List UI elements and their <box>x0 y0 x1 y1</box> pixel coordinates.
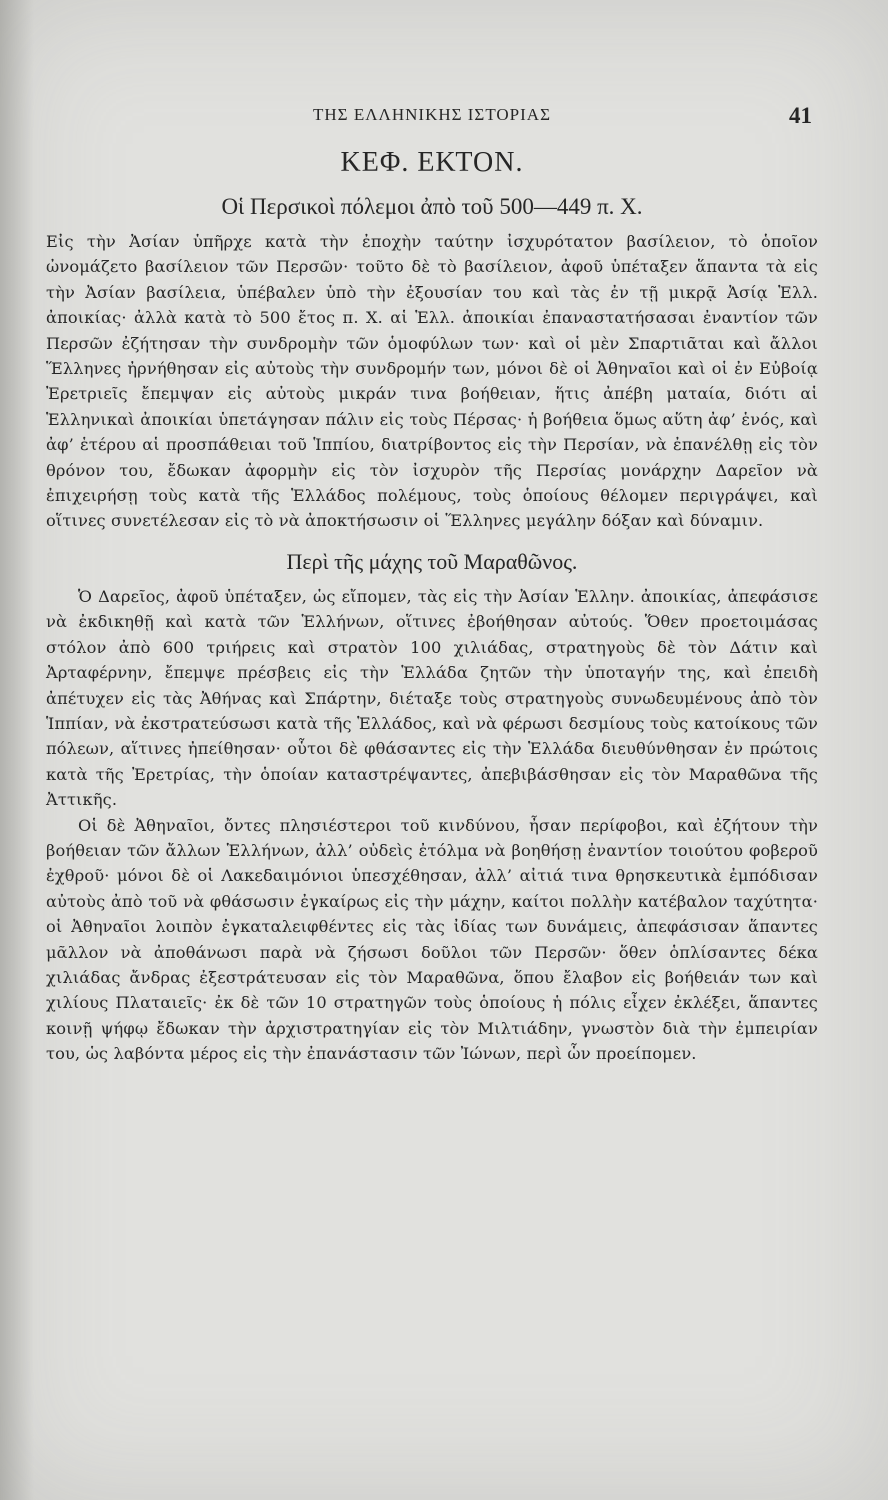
paragraph-darius: Ὁ Δαρεῖος, ἀφοῦ ὑπέταξεν, ὡς εἴπομεν, τὰς εἰς τὴν Ἀσίαν Ἑλλην. ἀποικίας, ἀπεφάσισε νὰ ἐκδικηθῇ καὶ κατὰ τῶν Ἑλλήνων, οἵτινες ἐβοήθησαν αὐτούς. Ὅθεν προετοιμάσας στόλον ἀπὸ 600 τριήρεις καὶ στρατὸν 100 χιλιάδας, στρατηγοὺς δὲ τὸν Δάτιν καὶ Ἀρταφέρνην, ἔπεμψε πρέσβεις εἰς τὴν Ἑλλάδα ζητῶν τὴν ὑποταγήν της, καὶ ἐπειδὴ ἀπέτυχεν εἰς τὰς Ἀθήνας καὶ Σπάρτην, διέταξε τοὺς στρατηγοὺς συνωδευμένους ἀπὸ τὸν Ἱππίαν, νὰ ἐκστρατεύσωσι κατὰ τῆς Ἑλλάδος, καὶ νὰ φέρωσι δεσμίους τοὺς κατοίκους τῶν πόλεων, αἵτινες ἠπείθησαν· οὗτοι δὲ φθάσαντες εἰς τὴν Ἑλλάδα διευθύνθησαν ἐν πρώτοις κατὰ τῆς Ἐρετρίας, τὴν ὁποίαν καταστρέψαντες, ἀπεβιβάσθησαν εἰς τὸν Μαραθῶνα τῆς Ἀττικῆς. <box>46 586 818 810</box>
paragraph-intro: Εἰς τὴν Ἀσίαν ὑπῆρχε κατὰ τὴν ἐποχὴν ταύτην ἰσχυρότατον βασίλειον, τὸ ὁποῖον ὠνομάζετο βασίλειον τῶν Περσῶν· τοῦτο δὲ τὸ βασίλειον, ἀφοῦ ὑπέταξεν ἅπαντα τὰ εἰς τὴν Ἀσίαν βασίλεια, ὑπέβαλεν ὑπὸ τὴν ἐξουσίαν του καὶ τὰς ἐν τῇ μικρᾷ Ἀσίᾳ Ἑλλ. ἀποικίας· ἀλλὰ κατὰ τὸ 500 ἔτος π. Χ. αἱ Ἑλλ. ἀποικίαι ἐπαναστατήσασαι ἐναντίον τῶν Περσῶν ἐζήτησαν τὴν συνδρομὴν τῶν ὁμοφύλων των· καὶ οἱ μὲν Σπαρτιᾶται καὶ ἄλλοι Ἕλληνες ἠρνήθησαν εἰς αὐτοὺς τὴν συνδρομήν των, μόνοι δὲ οἱ Ἀθηναῖοι καὶ οἱ ἐν Εὐβοίᾳ Ἐρετριεῖς ἔπεμψαν εἰς αὐτοὺς μικράν τινα βοήθειαν, ἥτις ἀπέβη ματαία, διότι αἱ Ἑλληνικαὶ ἀποικίαι ὑπετάγησαν πάλιν εἰς τοὺς Πέρσας· ἡ βοήθεια ὅμως αὕτη ἀφ’ ἑνός, καὶ ἀφ’ ἑτέρου αἱ προσπάθειαι τοῦ Ἱππίου, διατρίβοντος εἰς τὴν Περσίαν, νὰ ἐπανέλθῃ εἰς τὸν θρόνον του, ἔδωκαν ἀφορμὴν εἰς τὸν ἰσχυρὸν τῆς Περσίας μονάρχην Δαρεῖον νὰ ἐπιχειρήσῃ τοὺς κατὰ τῆς Ἑλλάδος πολέμους, τοὺς ὁποίους θέλομεν περιγράψει, καὶ οἵτινες συνετέλεσαν εἰς τὸ νὰ ἀποκτήσωσιν οἱ Ἕλληνες μεγάλην δόξαν καὶ δύναμιν. <box>46 232 818 531</box>
section-title: Περὶ τῆς μάχης τοῦ Μαραθῶνος. <box>286 548 578 574</box>
paragraph-athenians: Οἱ δὲ Ἀθηναῖοι, ὄντες πλησιέστεροι τοῦ κινδύνου, ἦσαν περίφοβοι, καὶ ἐζήτουν τὴν βοήθειαν τῶν ἄλλων Ἑλλήνων, ἀλλ’ οὐδεὶς ἐτόλμα νὰ βοηθήσῃ ἐναντίον τοιούτου φοβεροῦ ἐχθροῦ· μόνοι δὲ οἱ Λακεδαιμόνιοι ὑπεσχέθησαν, ἀλλ’ αἰτιά τινα θρησκευτικὰ ἐμπόδισαν αὐτοὺς ἀπὸ τοῦ νὰ φθάσωσιν ἐγκαίρως εἰς τὴν μάχην, καίτοι πολλὴν κατέβαλον ταχύτητα· οἱ Ἀθηναῖοι λοιπὸν ἐγκαταλειφθέντες εἰς τὰς ἰδίας των δυνάμεις, ἀπεφάσισαν ἅπαντες μᾶλλον νὰ ἀποθάνωσι παρὰ νὰ ζήσωσι δοῦλοι τῶν Περσῶν· ὅθεν ὁπλίσαντες δέκα χιλιάδας ἄνδρας ἐξεστράτευσαν εἰς τὸν Μαραθῶνα, ὅπου ἔλαβον εἰς βοήθειάν των καὶ χιλίους Πλαταιεῖς· ἐκ δὲ τῶν 10 στρατηγῶν τοὺς ὁποίους ἡ πόλις εἶχεν ἐκλέξει, ἅπαντες κοινῇ ψήφῳ ἔδωκαν τὴν ἀρχιστρατηγίαν εἰς τὸν Μιλτιάδην, γνωστὸν διὰ τὴν ἐμπειρίαν του, ὡς λαβόντα μέρος εἰς τὴν ἐπανάστασιν τῶν Ἰώνων, περὶ ὧν προείπομεν. <box>46 815 818 1064</box>
running-title: ΤΗΣ ΕΛΛΗΝΙΚΗΣ ΙΣΤΟΡΙΑΣ <box>313 105 551 124</box>
page-number: 41 <box>789 103 812 128</box>
page-content <box>46 103 818 1067</box>
chapter-title: ΚΕΦ. ΕΚΤΟΝ. <box>340 147 524 178</box>
chapter-subtitle: Οἱ Περσικοὶ πόλεμοι ἀπὸ τοῦ 500—449 π. Χ. <box>221 194 643 219</box>
running-header <box>46 103 818 129</box>
page-gutter-shadow <box>0 0 34 1500</box>
